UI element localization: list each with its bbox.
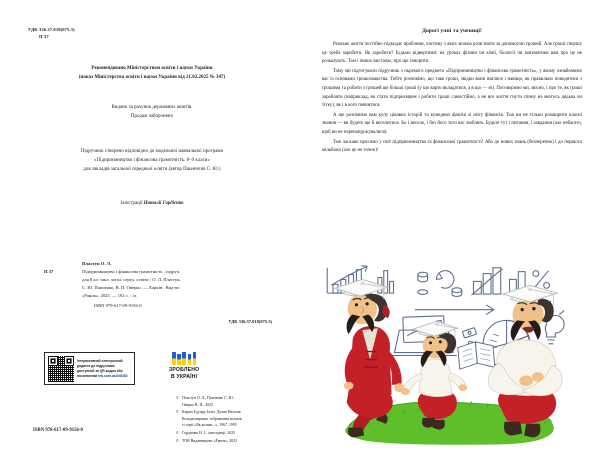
ministry-recommendation: [26, 65, 278, 82]
qr-caption-line-1: Інтерактивний: [77, 358, 101, 363]
model-program-notice: [26, 147, 278, 174]
isbn-bottom: ISBN 978-617-09-9156-0: [33, 428, 83, 433]
copyright-mark: ©: [176, 396, 179, 401]
intro-paragraph: А ще розповімо вам купу цікавих історій та кумедних фактів зі світу фінансів. Тож ви не тільки розширите власні знання — ви будете ще й веселитися. Бо і весело, і без його того вас люблять. Будьте тут і питання, і завдання (але небагато, щоб ви не перенапружувалися).: [322, 112, 582, 136]
badge-line-1: ЗРОБЛЕНО: [169, 367, 200, 374]
copyright-item: [176, 430, 278, 436]
program-line-3: для закладів загальної середньої освіти (автор Пшенична С. Ю.): [83, 166, 221, 172]
qr-caption-line-5: або посиланням: [77, 368, 123, 378]
open-book-icon: [458, 342, 495, 369]
badge-text: [169, 367, 199, 380]
funding-line-1: Видано за рахунок державних коштів.: [111, 105, 193, 111]
right-page: [300, 0, 600, 459]
qr-code-icon[interactable]: [48, 356, 74, 382]
copyright-text: Гордієнко Н. І., ілюстрації, 2025: [182, 430, 236, 435]
copyright-text: Володимирівна, зображення козаків: [182, 416, 242, 421]
qr-caption-line-3: до підручника: [91, 363, 115, 368]
recommendation-line-1: Рекомендовано Міністерством освіти і науки України: [91, 66, 213, 72]
biblio-udk-right: УДК 336.37.018(075.3): [228, 319, 272, 325]
intro-paragraph: Тому ми підготували підручник з окремого предмета «Підприємництво і фінансова грамотність», у якому ознайомимо вас із основами грошознавства. Тобто розповімо, що таке гроші, звідки вони взялися і навіщо, як правильно поводитися з грошима та робити з грошей ще більші гроші (у що варто вкладатися, а в що — ні). Поговоримо ми, звісно, і про те, як гроші заробляти (наприклад, як стати підприємцем і робити гроші самостійно, а не все життя гнути спину на якогось дядька чи тітку), як і в кого повчитися.: [322, 68, 582, 109]
qr-and-badge-row: [44, 352, 278, 385]
program-line-1: Підручник створено відповідно до модельної навчальної програми: [80, 148, 224, 154]
qr-caption: [77, 359, 131, 379]
qr-caption-line-2: електронний додаток: [77, 358, 123, 368]
funding-line-2: Продаж заборонено: [130, 113, 174, 119]
copyright-list: [176, 395, 278, 444]
intro-paragraph: Реальне життя постійно підкидає проблеми, частину з яких можна розв’язати за допомогою грошей. Але гроші спершу це треба заробити. Як заробити? Будьмо відвертими: на уроках фізики чи хімії, біології чи математики вам про це не розказують. Там і інших вистачає, про що говорити.: [322, 42, 582, 65]
illustrations-label: Ілюстрації: [120, 200, 144, 206]
copyright-text: Оверко В. П., 2025: [182, 402, 213, 407]
page-title: Дорогі учні та учениці!: [422, 28, 482, 34]
copyright-mark: ©: [176, 438, 179, 443]
qr-card[interactable]: [44, 352, 135, 385]
copyright-mark: ©: [176, 410, 179, 415]
copyright-item: [176, 409, 278, 428]
biblio-isbn: ISBN 978-617-09-9156-0: [94, 302, 142, 308]
biblio-line-2: для 8 кл. закл. загал. серед. освіти / О. Л. Пластун,: [82, 276, 181, 282]
made-in-ukraine-badge: [169, 352, 199, 380]
copyright-item: [176, 438, 278, 444]
qr-link[interactable]: rnk.com.ua/108452: [98, 373, 128, 378]
bibliographic-record: [44, 260, 278, 326]
intro-paragraph: Тож ласкаво просимо у світ підприємництва та фінансової грамотності! Або до нових знань (безперечно) і до першого мільйона (але це не точно)!: [322, 139, 582, 154]
copyright-item: [176, 395, 278, 408]
illustrations-credit: [26, 200, 278, 208]
copyright-mark: ©: [176, 430, 179, 435]
biblio-line-4: «Ранок», 2025. — 192 с. : іл.: [82, 292, 138, 298]
illustration-svg: [306, 258, 598, 453]
copyright-text: ТОВ Видавництво «Ранок», 2025: [182, 438, 238, 443]
udk-line: УДК 336.37.018(075.3): [28, 27, 75, 32]
funding-notice: [26, 104, 278, 121]
ukraine-flag-bars-icon: [169, 352, 199, 365]
badge-line-2: В УКРАЇНІ: [170, 373, 198, 380]
recommendation-line-2: (наказ Міністерства освіти і науки України від 21.02.2025 № 347): [78, 74, 226, 80]
copyright-text: Пластун О. Л., Панченко С. Ю.,: [182, 396, 235, 401]
biblio-line-3: С. Ю. Панченко, В. П. Оверко. — Харків : Вид-во: [82, 284, 180, 290]
biblio-shelf-code: П 37: [44, 269, 54, 274]
biblio-line-1: Підприємництво і фінансова грамотність : підруч.: [82, 269, 181, 274]
udk-block: [28, 26, 278, 40]
cossacks-graduates-illustration: [306, 258, 598, 453]
biblio-author: Пластун О. Л.: [82, 261, 112, 267]
illustrator-name: Наталії Гордієнко: [143, 200, 184, 206]
copyright-text: із серії «Як козаки...», 1967–1995: [182, 423, 237, 427]
biblio-body: [44, 268, 278, 300]
udk-code: П 37: [39, 34, 49, 40]
qr-caption-line-4: доступний за QR-кодом: [77, 368, 116, 373]
copyright-text: Кирич Едуард Ілліч, Далян Наталія: [182, 410, 241, 415]
program-line-2: «Підприємництво і фінансова грамотність. 8–9 класи»: [94, 157, 210, 163]
